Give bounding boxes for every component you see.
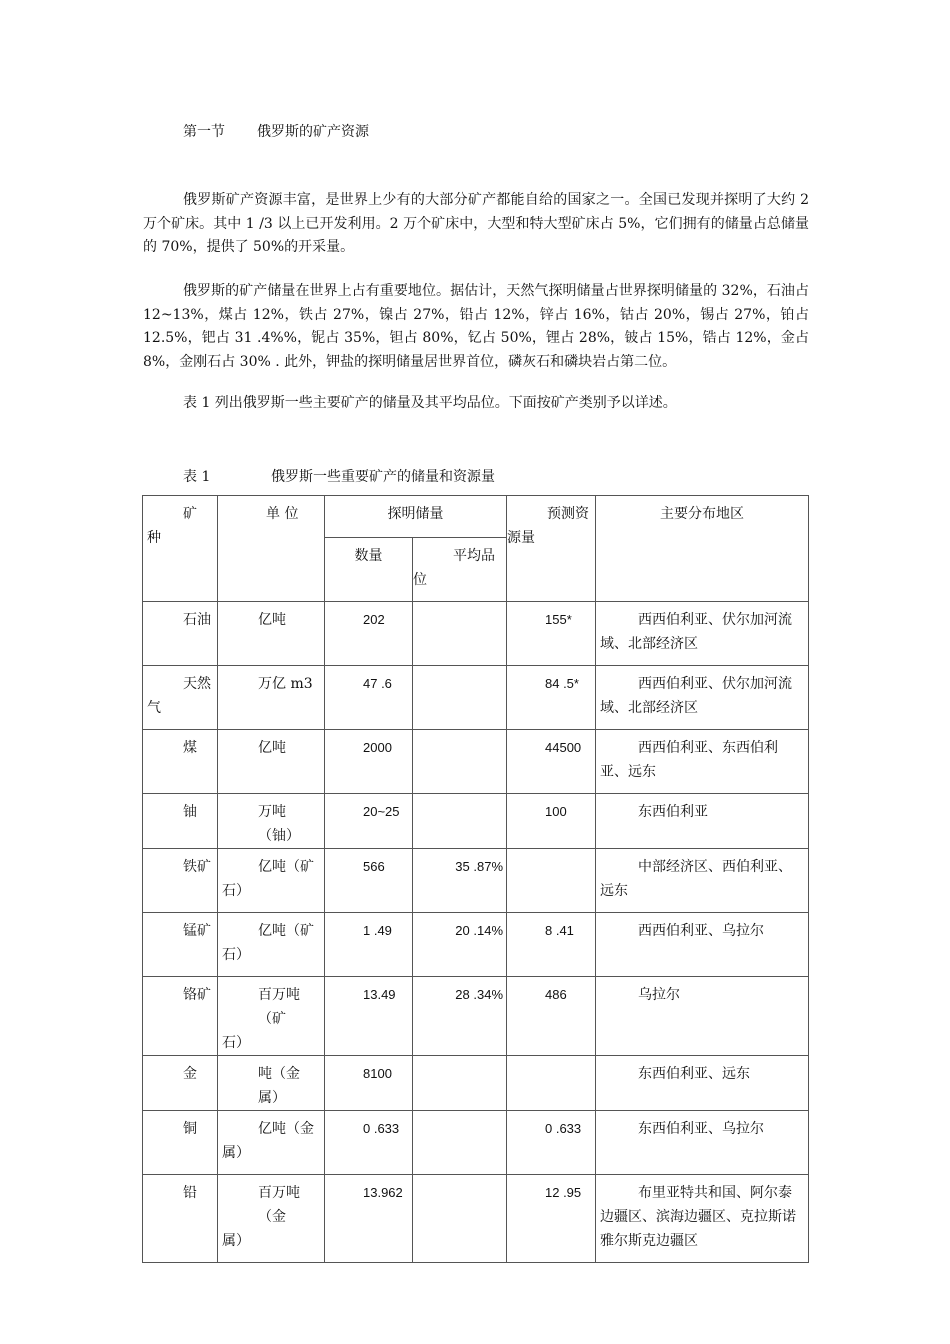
table-row: [143, 1111, 809, 1175]
section-heading: [183, 121, 369, 141]
cell-grade: [413, 794, 507, 849]
cell-forecast: 84 .5*: [507, 666, 596, 730]
cell-grade: 28 .34%: [413, 977, 507, 1056]
cell-quantity: 1 .49: [325, 913, 413, 977]
cell-unit: 亿吨: [218, 602, 325, 666]
cell-grade: 20 .14%: [413, 913, 507, 977]
table-row: [143, 730, 809, 794]
table-row: [143, 913, 809, 977]
mineral-reserves-table: [142, 495, 809, 1263]
header-quantity: 数量: [325, 538, 413, 602]
cell-unit: 百万吨（矿 石）: [218, 977, 325, 1056]
table-row: [143, 666, 809, 730]
table-row: [143, 849, 809, 913]
cell-quantity: 2000: [325, 730, 413, 794]
table-title: 俄罗斯一些重要矿产的储量和资源量: [271, 469, 495, 485]
paragraph-3: 表 1 列出俄罗斯一些主要矿产的储量及其平均品位。下面按矿产类别予以详述。: [183, 395, 677, 411]
cell-unit: 百万吨（金 属）: [218, 1175, 325, 1263]
cell-forecast: [507, 1056, 596, 1111]
table-row: [143, 977, 809, 1056]
table-label: 表 1: [183, 469, 211, 485]
paragraph-1: 俄罗斯矿产资源丰富，是世界上少有的大部分矿产都能自给的国家之一。全国已发现并探明了大约 2 万个矿床。其中 1 /3 以上已开发利用。2 万个矿床中，大型和特大型矿床占 5%，它们拥有的储量占总储量的 70%，提供了 50%的开采量。: [143, 192, 809, 255]
header-unit: 单 位: [218, 496, 325, 602]
header-mineral: 矿 种: [143, 496, 218, 602]
cell-unit: 亿吨: [218, 730, 325, 794]
cell-unit: 万吨（铀）: [218, 794, 325, 849]
cell-quantity: 13.962: [325, 1175, 413, 1263]
cell-region: 东西伯利亚、远东: [596, 1056, 809, 1111]
cell-forecast: 486: [507, 977, 596, 1056]
cell-region: 西西伯利亚、乌拉尔: [596, 913, 809, 977]
cell-quantity: 47 .6: [325, 666, 413, 730]
cell-quantity: 566: [325, 849, 413, 913]
table-caption: [183, 466, 495, 486]
section-title: 俄罗斯的矿产资源: [257, 124, 369, 140]
table-row: [143, 1175, 809, 1263]
cell-unit: 吨（金属）: [218, 1056, 325, 1111]
cell-region: 西西伯利亚、伏尔加河流域、北部经济区: [596, 602, 809, 666]
cell-mineral: 石油: [143, 602, 218, 666]
cell-grade: [413, 1111, 507, 1175]
cell-forecast: 100: [507, 794, 596, 849]
cell-grade: 35 .87%: [413, 849, 507, 913]
cell-forecast: 12 .95: [507, 1175, 596, 1263]
cell-region: 西西伯利亚、伏尔加河流域、北部经济区: [596, 666, 809, 730]
cell-quantity: 0 .633: [325, 1111, 413, 1175]
cell-mineral: 铀: [143, 794, 218, 849]
cell-mineral: 铁矿: [143, 849, 218, 913]
cell-forecast: [507, 849, 596, 913]
cell-mineral: 金: [143, 1056, 218, 1111]
table-row: [143, 602, 809, 666]
cell-unit: 亿吨（金 属）: [218, 1111, 325, 1175]
section-number: 第一节: [183, 124, 225, 140]
header-avg-grade: 平均品 位: [413, 538, 507, 602]
cell-grade: [413, 602, 507, 666]
header-proven-reserves: 探明储量: [325, 496, 507, 538]
cell-quantity: 20~25: [325, 794, 413, 849]
cell-forecast: 155*: [507, 602, 596, 666]
cell-unit: 亿吨（矿 石）: [218, 913, 325, 977]
cell-mineral: 天然 气: [143, 666, 218, 730]
paragraph-2: 俄罗斯的矿产储量在世界上占有重要地位。据估计，天然气探明储量占世界探明储量的 32%，石油占 12~13%，煤占 12%，铁占 27%，镍占 27%，铅占 12%，锌占 16%，钴占 20%，锡占 27%，铂占 12.5%，钯占 31 .4%%，铌占 35%，钽占 80%，钇占 50%，锂占 28%，铍占 15%，锆占 12%，金占 8%，金刚石占 30% . 此外，钾盐的探明储量居世界首位，磷灰石和磷块岩占第二位。: [143, 283, 809, 370]
header-forecast-resources: 预测资 源量: [507, 496, 596, 602]
cell-region: 乌拉尔: [596, 977, 809, 1056]
cell-quantity: 13.49: [325, 977, 413, 1056]
cell-forecast: 0 .633: [507, 1111, 596, 1175]
cell-quantity: 8100: [325, 1056, 413, 1111]
cell-forecast: 44500: [507, 730, 596, 794]
table-row: [143, 794, 809, 849]
cell-mineral: 铅: [143, 1175, 218, 1263]
cell-quantity: 202: [325, 602, 413, 666]
cell-region: 布里亚特共和国、阿尔泰边疆区、滨海边疆区、克拉斯诺雅尔斯克边疆区: [596, 1175, 809, 1263]
cell-grade: [413, 666, 507, 730]
cell-grade: [413, 730, 507, 794]
cell-region: 中部经济区、西伯利亚、远东: [596, 849, 809, 913]
cell-mineral: 煤: [143, 730, 218, 794]
cell-mineral: 锰矿: [143, 913, 218, 977]
cell-region: 东西伯利亚: [596, 794, 809, 849]
cell-region: 东西伯利亚、乌拉尔: [596, 1111, 809, 1175]
table-row: [143, 1056, 809, 1111]
cell-mineral: 铬矿: [143, 977, 218, 1056]
cell-mineral: 铜: [143, 1111, 218, 1175]
cell-unit: 万亿 m3: [218, 666, 325, 730]
cell-grade: [413, 1056, 507, 1111]
cell-unit: 亿吨（矿 石）: [218, 849, 325, 913]
cell-forecast: 8 .41: [507, 913, 596, 977]
cell-grade: [413, 1175, 507, 1263]
header-distribution: 主要分布地区: [596, 496, 809, 602]
cell-region: 西西伯利亚、东西伯利亚、远东: [596, 730, 809, 794]
